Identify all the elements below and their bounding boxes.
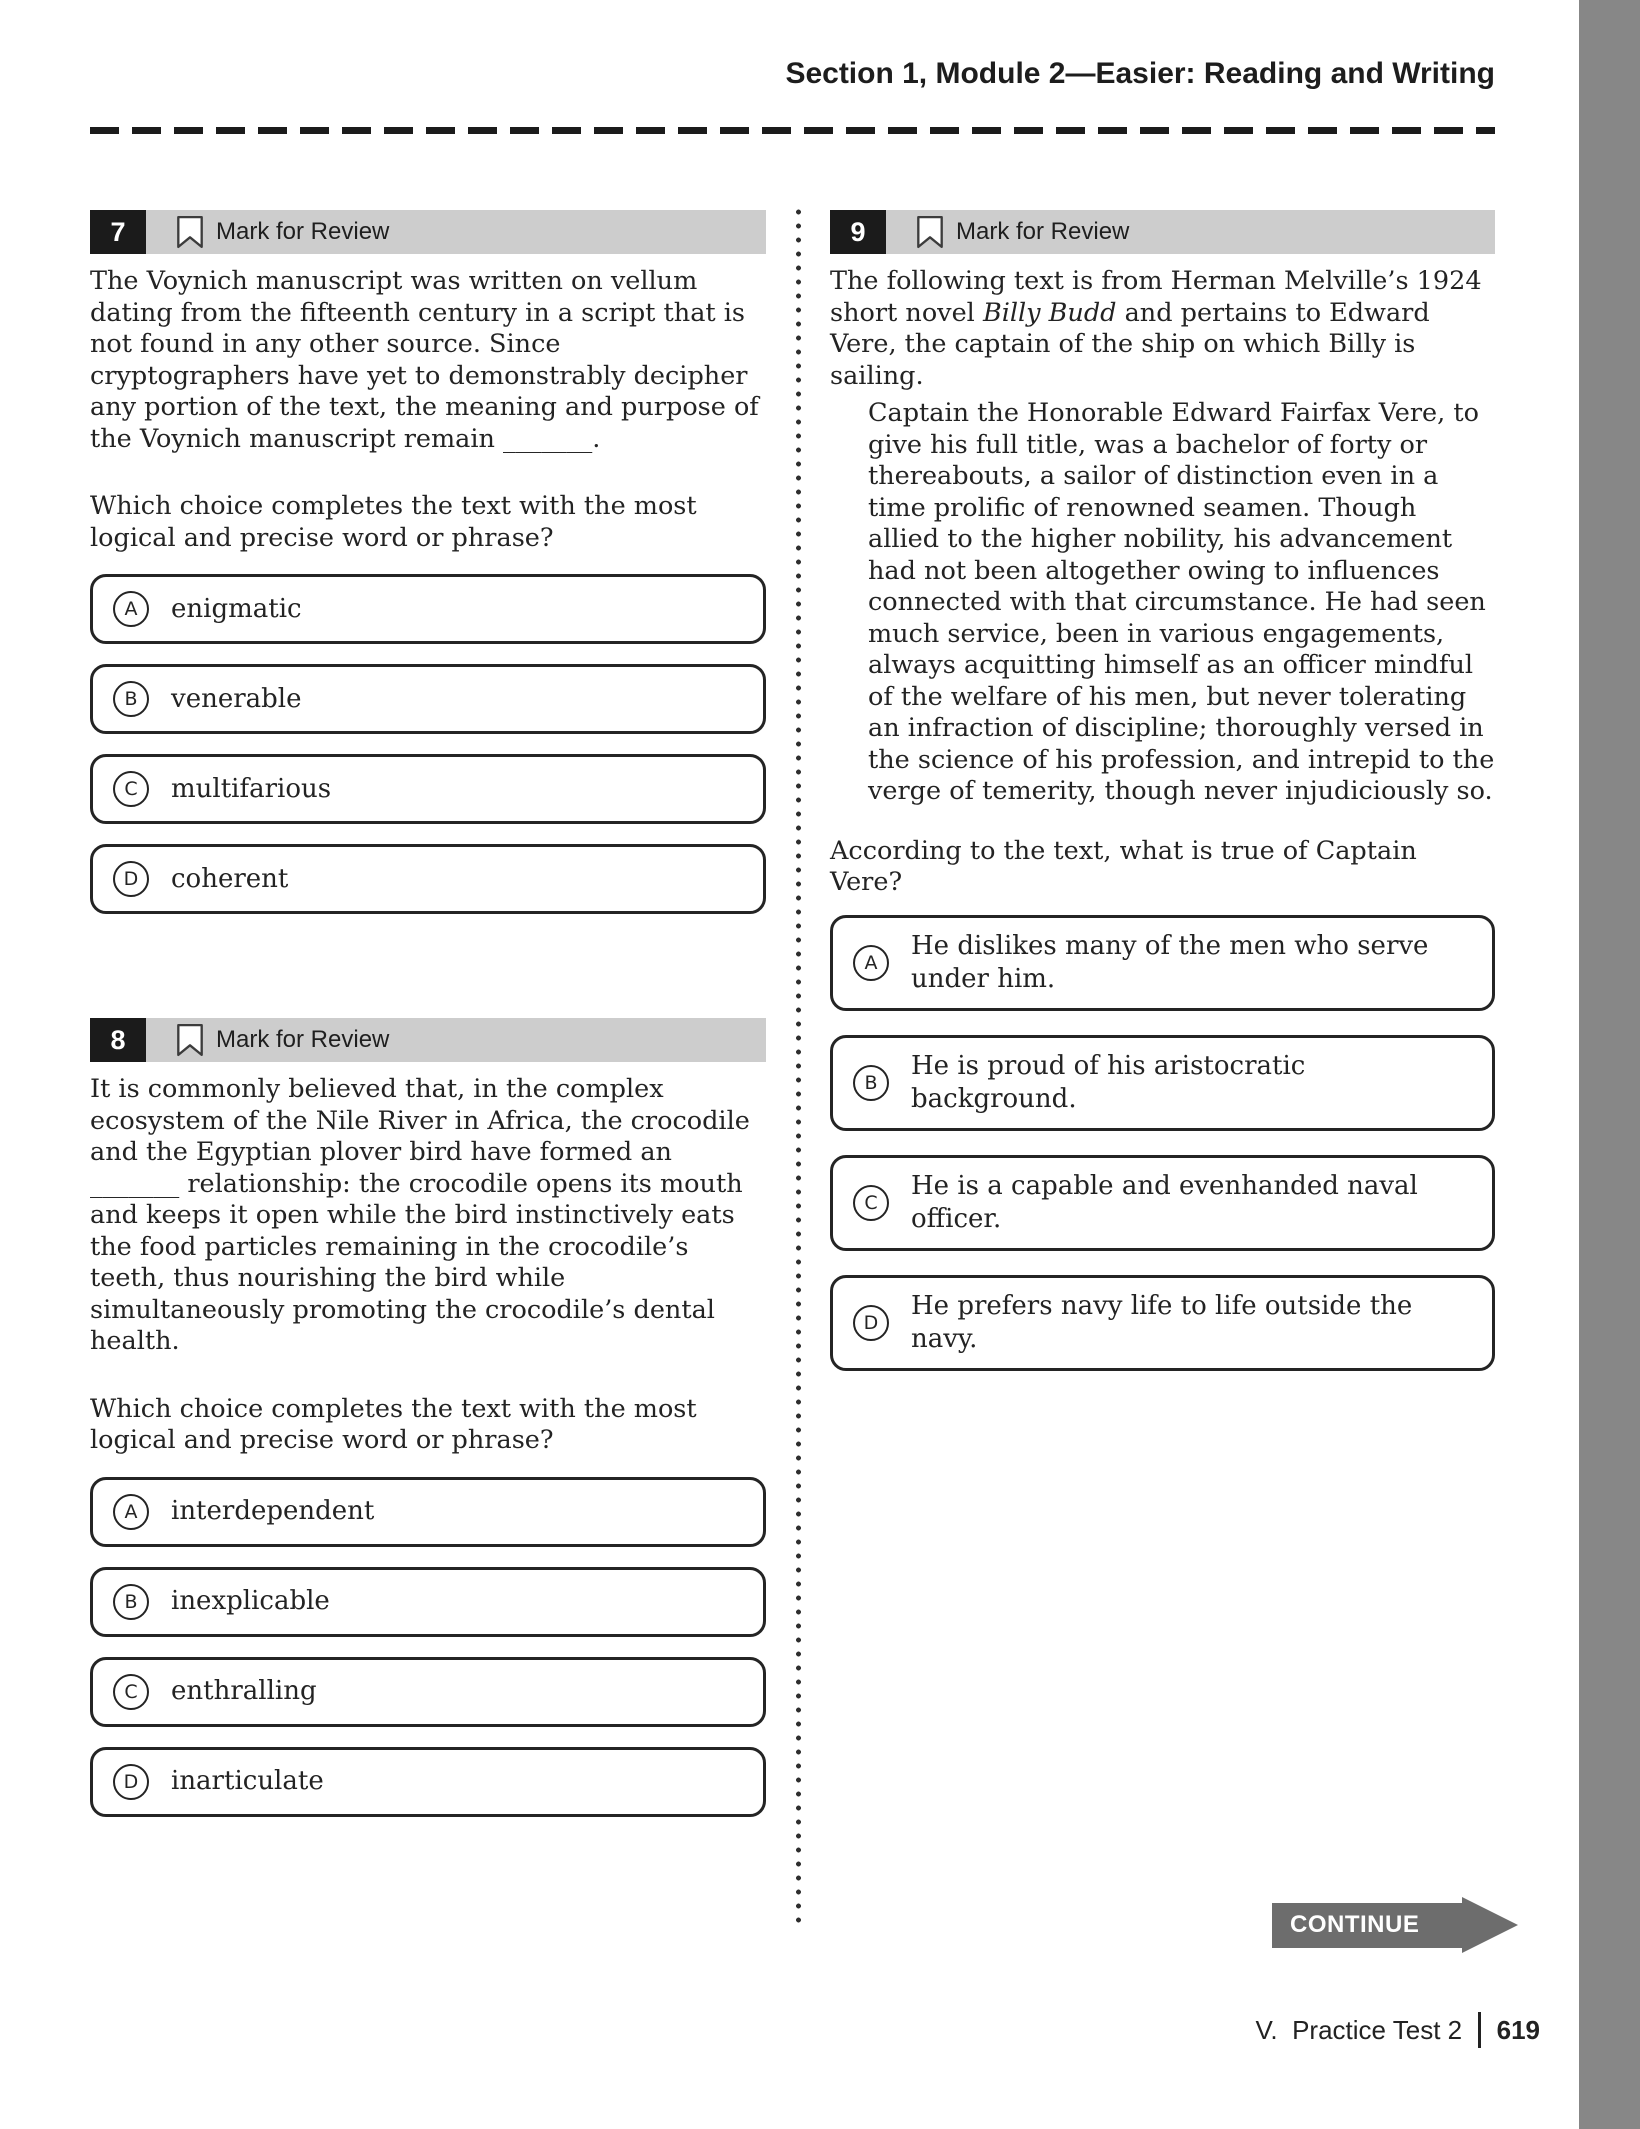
choice-text: inexplicable: [171, 1586, 330, 1616]
choice-option-d[interactable]: [830, 1275, 1495, 1371]
choice-option-b[interactable]: [90, 664, 766, 734]
choice-text: He dislikes many of the men who serve under him.: [911, 930, 1429, 994]
continue-button[interactable]: [1272, 1897, 1518, 1953]
mark-for-review-label: Mark for Review: [216, 1026, 390, 1053]
choice-option-b[interactable]: [90, 1567, 766, 1637]
choice-option-a[interactable]: [830, 915, 1495, 1011]
question-9: [830, 210, 1495, 1371]
choice-text: enigmatic: [171, 593, 302, 624]
answer-choices: [830, 915, 1495, 1371]
question-9-header: [830, 210, 1495, 254]
arrow-right-icon: [1462, 1897, 1518, 1953]
question-7: [90, 210, 766, 914]
question-passage: The Voynich manuscript was written on vellum dating from the fifteenth century in a script that is not found in any other source. Since cryptographers have yet to demonstrably decipher any portion of the text, the meaning and purpose of the Voynich manuscript remain _______.: [90, 266, 759, 454]
column-divider-dotted: [796, 205, 801, 1930]
question-number: 9: [830, 210, 886, 254]
choice-option-d[interactable]: [90, 844, 766, 914]
left-column: [90, 210, 766, 1817]
choice-text: multifarious: [171, 773, 332, 804]
question-7-header: [90, 210, 766, 254]
continue-label: CONTINUE: [1272, 1903, 1462, 1948]
choice-text: enthralling: [171, 1676, 317, 1706]
answer-choices: [90, 1477, 766, 1817]
intro-text-part: and pertains to Edward Vere, the captain of the ship on which Billy is sailing.: [830, 297, 1430, 391]
footer-divider: [1478, 2012, 1481, 2048]
choice-letter-bubble: B: [853, 1065, 889, 1101]
choice-text: interdependent: [171, 1496, 375, 1526]
choice-text: coherent: [171, 863, 289, 894]
question-prompt: Which choice completes the text with the most logical and precise word or phrase?: [90, 1393, 697, 1455]
right-column: [830, 210, 1495, 1371]
question-passage: It is commonly believed that, in the complex ecosystem of the Nile River in Africa, the crocodile and the Egyptian plover bird have formed an _______ relationship: the crocodile opens its mouth and keeps it open while the bird instinctively eats the food particles remaining in the crocodile’s teeth, thus nourishing the bird while simultaneously promoting the crocodile’s dental health.: [90, 1074, 750, 1356]
question-intro: [830, 266, 1495, 392]
choice-option-c[interactable]: [90, 1657, 766, 1727]
choice-text: He is a capable and evenhanded naval officer.: [911, 1170, 1418, 1234]
intro-text-part: The following text is from Herman Melville’s 1924 short novel: [830, 266, 1482, 328]
page-edge-bar: [1579, 0, 1640, 2129]
question-8-header: [90, 1018, 766, 1062]
dashed-rule: [90, 127, 1495, 134]
page-number: 619: [1496, 2014, 1540, 2045]
choice-letter-bubble: B: [113, 1584, 149, 1620]
quoted-passage: Captain the Honorable Edward Fairfax Vere, to give his full title, was a bachelor of forty or thereabouts, a sailor of distinction even in a time prolific of renowned seamen. Though allied to the higher nobility, his advancement had not been altogether owing to influences connected with that circumstance. He had seen much service, been in various engagements, always acquitting himself as an officer mindful of the welfare of his men, but never tolerating an infraction of discipline; thoroughly versed in the science of his profession, and intrepid to the verge of temerity, though never injudiciously so.: [868, 398, 1495, 806]
choice-option-d[interactable]: [90, 1747, 766, 1817]
choice-letter-bubble: A: [853, 945, 889, 981]
choice-text: venerable: [171, 683, 302, 714]
bookmark-icon: [916, 215, 944, 249]
choice-letter-bubble: D: [113, 1764, 149, 1800]
mark-for-review-toggle[interactable]: [886, 210, 1495, 254]
choice-letter-bubble: C: [113, 771, 149, 807]
mark-for-review-label: Mark for Review: [956, 218, 1130, 245]
choice-option-c[interactable]: [830, 1155, 1495, 1251]
choice-letter-bubble: D: [113, 861, 149, 897]
choice-option-b[interactable]: [830, 1035, 1495, 1131]
question-prompt: Which choice completes the text with the most logical and precise word or phrase?: [90, 491, 697, 553]
bookmark-icon: [176, 1023, 204, 1057]
choice-letter-bubble: C: [853, 1185, 889, 1221]
mark-for-review-toggle[interactable]: [146, 210, 766, 254]
choice-text: He is proud of his aristocratic background.: [911, 1050, 1306, 1114]
section-title: Section 1, Module 2—Easier: Reading and Writing: [785, 57, 1495, 90]
question-number: 8: [90, 1018, 146, 1062]
choice-option-c[interactable]: [90, 754, 766, 824]
choice-option-a[interactable]: [90, 574, 766, 644]
choice-text: inarticulate: [171, 1766, 324, 1796]
choice-letter-bubble: D: [853, 1305, 889, 1341]
footer-label: V. Practice Test 2: [1255, 2014, 1463, 2045]
mark-for-review-label: Mark for Review: [216, 218, 390, 245]
choice-letter-bubble: B: [113, 681, 149, 717]
question-8: [90, 1018, 766, 1817]
answer-choices: [90, 574, 766, 914]
choice-letter-bubble: C: [113, 1674, 149, 1710]
choice-text: He prefers navy life to life outside the navy.: [911, 1290, 1413, 1354]
question-number: 7: [90, 210, 146, 254]
choice-letter-bubble: A: [113, 591, 149, 627]
mark-for-review-toggle[interactable]: [146, 1018, 766, 1062]
book-title-italic: Billy Budd: [982, 297, 1117, 328]
page-footer: [90, 2012, 1540, 2048]
question-prompt: According to the text, what is true of Captain Vere?: [830, 835, 1417, 897]
choice-option-a[interactable]: [90, 1477, 766, 1547]
choice-letter-bubble: A: [113, 1494, 149, 1530]
bookmark-icon: [176, 215, 204, 249]
